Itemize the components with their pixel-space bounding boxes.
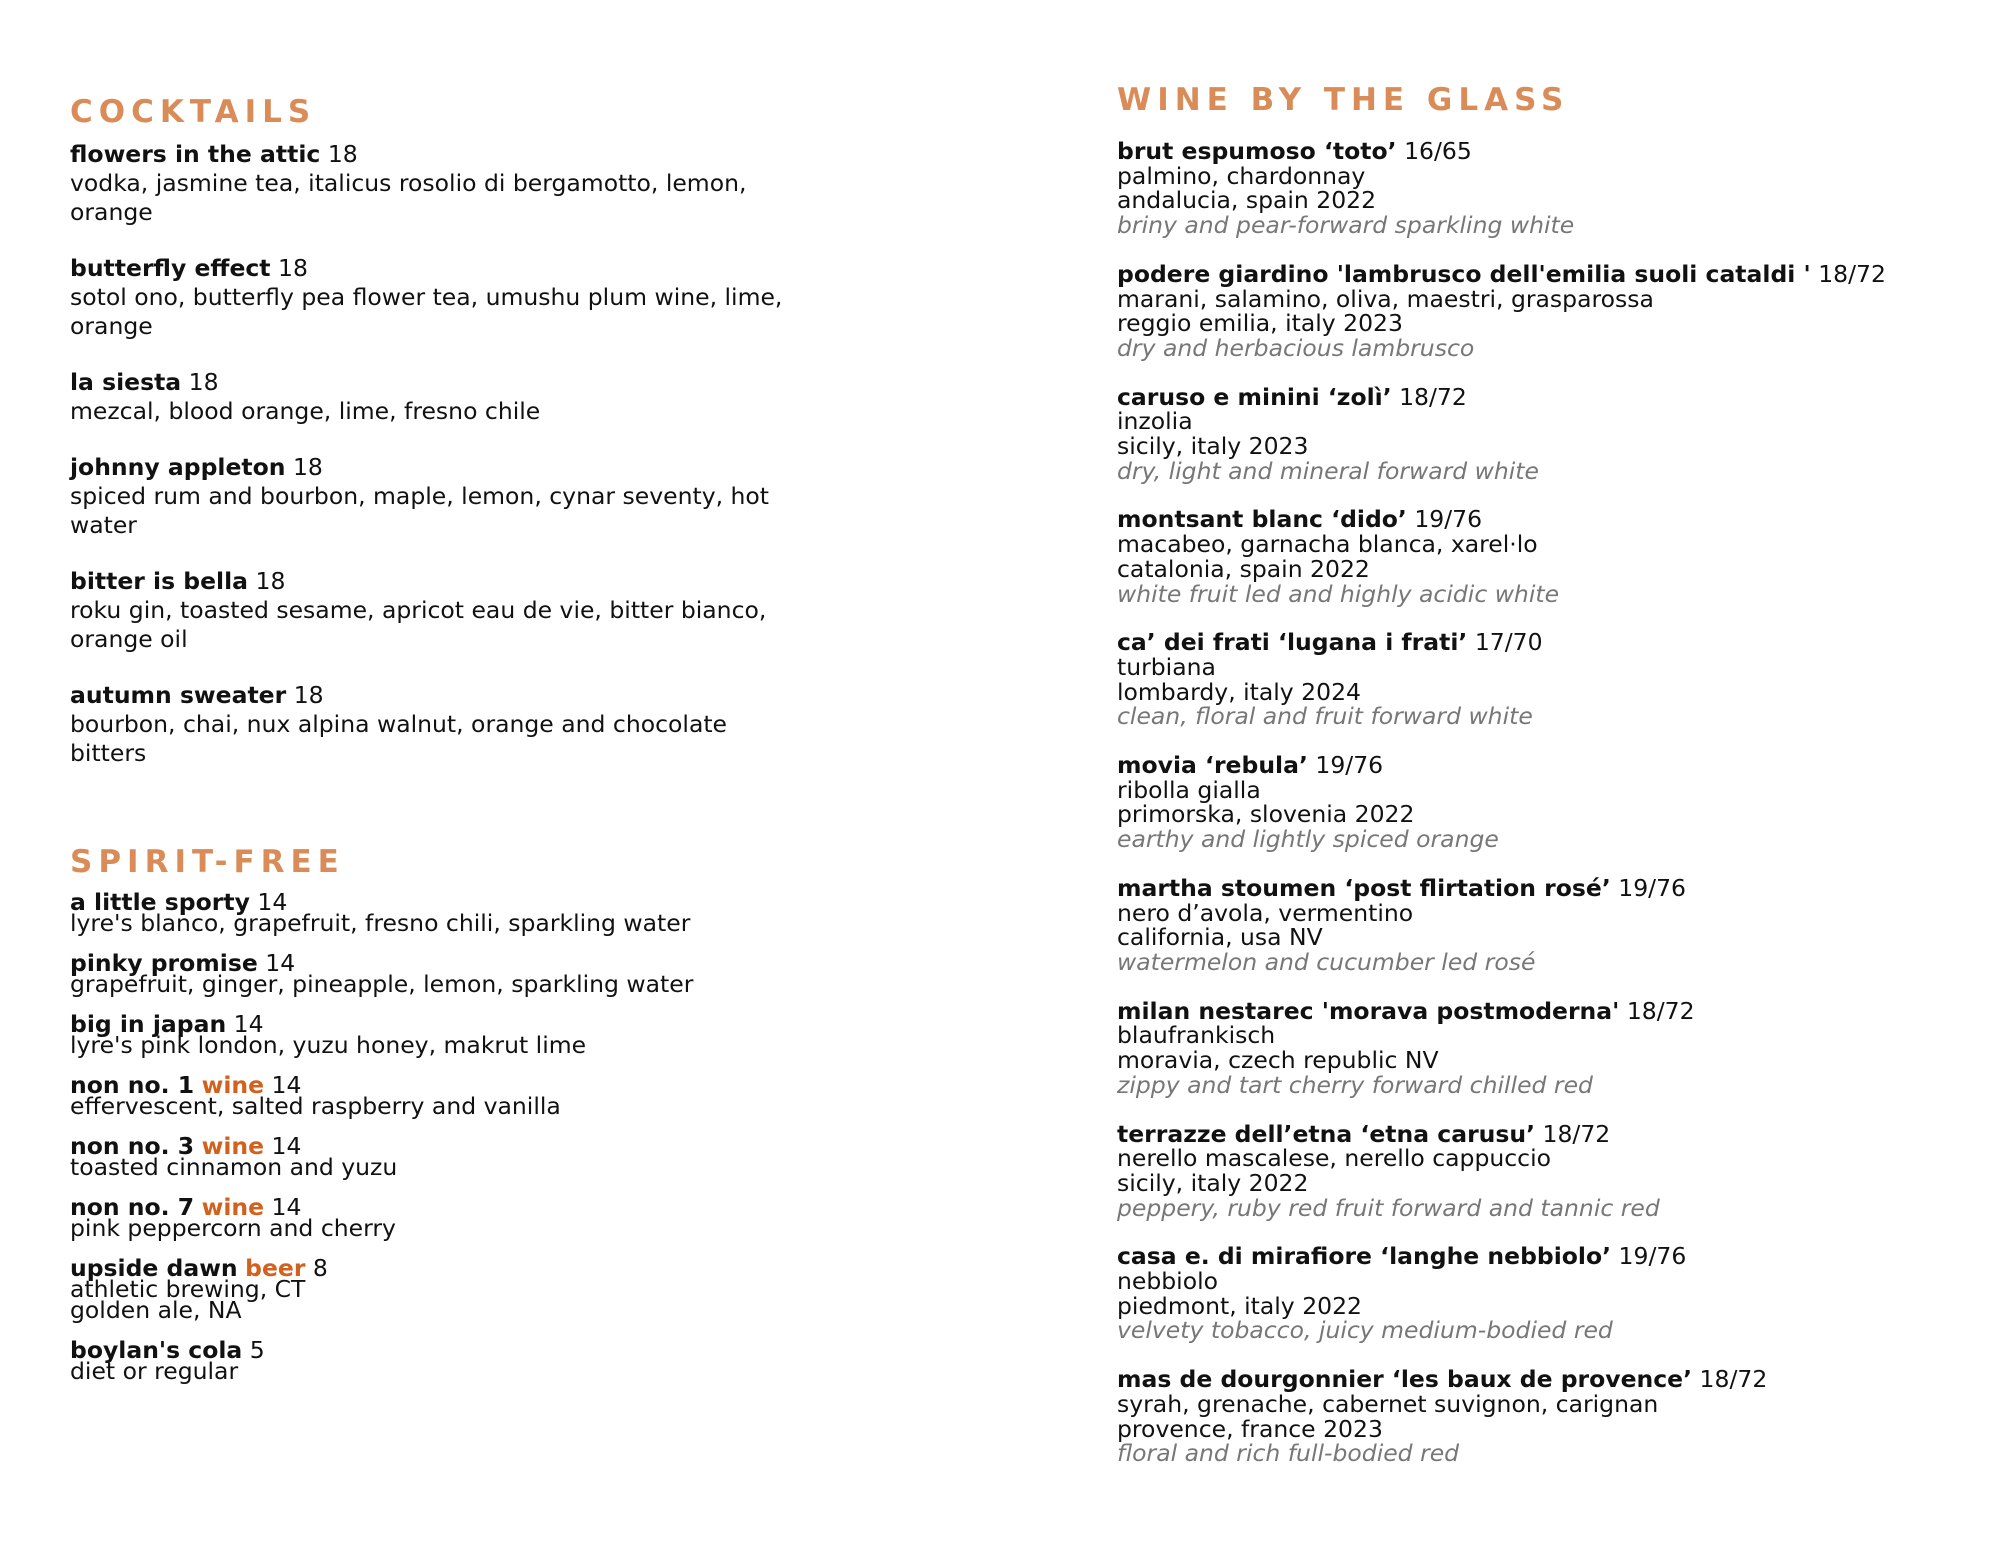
spirit-free-description: golden ale, NA — [70, 1296, 242, 1324]
spirit-free-price: 14 — [265, 949, 296, 977]
wine-origin: sicily, italy 2022 — [1117, 1168, 1309, 1197]
spirit-free-name: pinky promise — [70, 949, 258, 977]
wine-origin: california, usa NV — [1117, 923, 1323, 952]
wine-tasting-note: floral and rich full-bodied red — [1117, 1439, 1460, 1468]
spirit-free-category-tag: wine — [201, 1132, 265, 1160]
spirit-free-item — [70, 1336, 790, 1385]
cocktails-list — [70, 140, 790, 795]
spirit-free-item — [70, 1132, 790, 1181]
wine-origin: reggio emilia, italy 2023 — [1117, 309, 1403, 338]
wine-name: terrazze dell’etna ‘etna carusu’ — [1117, 1119, 1536, 1148]
spirit-free-price: 14 — [257, 888, 288, 916]
spirit-free-item — [70, 1010, 790, 1059]
cocktail-name: bitter is bella — [70, 567, 249, 595]
wine-grapes: syrah, grenache, cabernet suvignon, carignan — [1117, 1389, 1659, 1418]
wine-tasting-note: velvety tobacco, juicy medium-bodied red — [1117, 1316, 1613, 1345]
cocktail-item — [70, 368, 790, 426]
spirit-free-item — [70, 1071, 790, 1120]
spirit-free-description: diet or regular — [70, 1357, 239, 1385]
wine-price: 19/76 — [1315, 751, 1384, 780]
wine-price: 18/72 — [1699, 1365, 1768, 1394]
spirit-free-price: 14 — [271, 1193, 302, 1221]
spirit-free-description: grapefruit, ginger, pineapple, lemon, sparkling water — [70, 970, 694, 998]
wine-tasting-note: briny and pear-forward sparkling white — [1117, 211, 1575, 240]
wine-origin: provence, france 2023 — [1117, 1414, 1383, 1443]
wine-price: 18/72 — [1818, 259, 1886, 288]
wine-tasting-note: watermelon and cucumber led rosé — [1117, 947, 1536, 976]
wine-grapes: nebbiolo — [1117, 1267, 1218, 1296]
wine-item — [1117, 1367, 1957, 1466]
spirit-free-item — [70, 949, 790, 998]
spirit-free-price: 5 — [249, 1336, 265, 1364]
spirit-free-name: upside dawn — [70, 1254, 238, 1282]
wine-tasting-note: white fruit led and highly acidic white — [1117, 579, 1560, 608]
cocktail-item — [70, 567, 790, 654]
spirit-free-category-tag: beer — [245, 1254, 306, 1282]
cocktail-price: 18 — [293, 681, 324, 709]
wine-origin: andalucia, spain 2022 — [1117, 186, 1377, 215]
wine-name: mas de dourgonnier ‘les baux de provence’ — [1117, 1365, 1693, 1394]
wine-name: movia ‘rebula’ — [1117, 751, 1308, 780]
wine-price: 16/65 — [1404, 137, 1472, 165]
wine-list — [1117, 139, 1957, 1490]
wine-item — [1117, 873, 1957, 976]
spirit-free-price: 8 — [312, 1254, 328, 1282]
wine-tasting-note: dry, light and mineral forward white — [1117, 456, 1539, 485]
cocktail-name: flowers in the attic — [70, 140, 321, 168]
spirit-free-description: lyre's blanco, grapefruit, fresno chili, sparkling water — [70, 909, 691, 937]
spirit-free-category-tag: wine — [201, 1193, 265, 1221]
wine-grapes: palmino, chardonnay — [1117, 161, 1366, 190]
spirit-free-name: boylan's cola — [70, 1336, 243, 1364]
spirit-free-description: lyre's pink london, yuzu honey, makrut lime — [70, 1031, 587, 1059]
cocktail-description: spiced rum and bourbon, maple, lemon, cynar seventy, hot water — [70, 482, 770, 539]
wine-price: 19/76 — [1618, 873, 1686, 902]
spirit-free-item — [70, 1193, 790, 1242]
wine-tasting-note: earthy and lightly spiced orange — [1117, 825, 1499, 854]
wine-price: 17/70 — [1474, 628, 1543, 657]
spirit-free-price: 14 — [271, 1071, 302, 1099]
wine-grapes: inzolia — [1117, 407, 1193, 436]
cocktail-description: roku gin, toasted sesame, apricot eau de vie, bitter bianco, orange oil — [70, 596, 767, 653]
spirit-free-description: effervescent, salted raspberry and vanilla — [70, 1092, 561, 1120]
wine-origin: catalonia, spain 2022 — [1117, 554, 1370, 583]
cocktail-name: butterfly effect — [70, 254, 271, 282]
spirit-free-price: 14 — [233, 1010, 264, 1038]
wine-origin: sicily, italy 2023 — [1117, 432, 1309, 461]
wine-name: caruso e minini ‘zolì’ — [1117, 382, 1392, 411]
wine-grapes: nerello mascalese, nerello cappuccio — [1117, 1144, 1552, 1173]
wine-item — [1117, 1244, 1957, 1343]
cocktail-name: johnny appleton — [70, 453, 286, 481]
wine-grapes: marani, salamino, oliva, maestri, grasparossa — [1117, 284, 1654, 313]
wine-grapes: blaufrankisch — [1117, 1021, 1276, 1050]
wine-price: 19/76 — [1618, 1242, 1687, 1271]
wine-item — [1117, 1119, 1957, 1222]
wine-grapes: nero d’avola, vermentino — [1117, 898, 1414, 927]
wine-item — [1117, 382, 1957, 485]
wine-item — [1117, 630, 1957, 729]
cocktail-description: bourbon, chai, nux alpina walnut, orange and chocolate bitters — [70, 710, 728, 767]
cocktail-price: 18 — [278, 254, 308, 282]
wine-grapes: macabeo, garnacha blanca, xarel·lo — [1117, 530, 1538, 559]
cocktail-item — [70, 453, 790, 540]
wine-name: martha stoumen ‘post flirtation rosé’ — [1117, 873, 1611, 902]
spirit-free-name: non no. 1 — [70, 1071, 195, 1099]
spirit-free-heading: SPIRIT-FREE — [70, 844, 345, 880]
cocktail-name: la siesta — [70, 368, 182, 396]
cocktail-description: sotol ono, butterfly pea flower tea, umushu plum wine, lime, orange — [70, 283, 783, 340]
wine-heading: WINE BY THE GLASS — [1117, 82, 1570, 118]
wine-name: ca’ dei frati ‘lugana i frati’ — [1117, 628, 1468, 657]
spirit-free-price: 14 — [271, 1132, 302, 1160]
wine-origin: piedmont, italy 2022 — [1117, 1291, 1362, 1320]
cocktail-price: 18 — [255, 567, 286, 595]
cocktail-description: mezcal, blood orange, lime, fresno chile — [70, 397, 541, 425]
cocktail-price: 18 — [292, 453, 323, 481]
wine-item — [1117, 507, 1957, 606]
cocktail-name: autumn sweater — [70, 681, 287, 709]
wine-tasting-note: dry and herbacious lambrusco — [1117, 333, 1475, 362]
wine-tasting-note: clean, floral and fruit forward white — [1117, 702, 1533, 731]
cocktail-item — [70, 140, 790, 227]
wine-grapes: turbiana — [1117, 652, 1216, 681]
wine-price: 18/72 — [1626, 996, 1695, 1025]
wine-name: montsant blanc ‘dido’ — [1117, 505, 1407, 534]
wine-name: podere giardino 'lambrusco dell'emilia suoli cataldi ' — [1117, 259, 1811, 288]
wine-name: milan nestarec 'morava postmoderna' — [1117, 996, 1620, 1025]
wine-tasting-note: zippy and tart cherry forward chilled red — [1117, 1070, 1593, 1099]
wine-name: brut espumoso ‘toto’ — [1117, 137, 1397, 165]
cocktail-item — [70, 681, 790, 768]
spirit-free-description: athletic brewing, CT — [70, 1275, 306, 1303]
cocktails-heading: COCKTAILS — [70, 94, 317, 130]
wine-origin: moravia, czech republic NV — [1117, 1046, 1439, 1075]
wine-tasting-note: peppery, ruby red fruit forward and tannic red — [1117, 1193, 1660, 1222]
wine-name: casa e. di mirafiore ‘langhe nebbiolo’ — [1117, 1242, 1612, 1271]
wine-origin: primorska, slovenia 2022 — [1117, 800, 1415, 829]
wine-item — [1117, 259, 1957, 362]
spirit-free-list — [70, 888, 790, 1401]
spirit-free-name: a little sporty — [70, 888, 250, 916]
spirit-free-description: pink peppercorn and cherry — [70, 1214, 396, 1242]
wine-item — [1117, 996, 1957, 1099]
spirit-free-item — [70, 888, 790, 937]
wine-item — [1117, 139, 1957, 238]
spirit-free-name: non no. 3 — [70, 1132, 195, 1160]
wine-price: 18/72 — [1542, 1119, 1611, 1148]
wine-price: 18/72 — [1399, 382, 1467, 411]
spirit-free-description: toasted cinnamon and yuzu — [70, 1153, 398, 1181]
cocktail-price: 18 — [188, 368, 219, 396]
cocktail-price: 18 — [327, 140, 358, 168]
spirit-free-name: big in japan — [70, 1010, 227, 1038]
cocktail-description: vodka, jasmine tea, italicus rosolio di bergamotto, lemon, orange — [70, 169, 747, 226]
spirit-free-item — [70, 1254, 790, 1324]
spirit-free-category-tag: wine — [201, 1071, 265, 1099]
cocktail-item — [70, 254, 790, 341]
wine-origin: lombardy, italy 2024 — [1117, 677, 1361, 706]
wine-price: 19/76 — [1414, 505, 1483, 534]
wine-grapes: ribolla gialla — [1117, 775, 1261, 804]
spirit-free-name: non no. 7 — [70, 1193, 195, 1221]
wine-item — [1117, 753, 1957, 852]
